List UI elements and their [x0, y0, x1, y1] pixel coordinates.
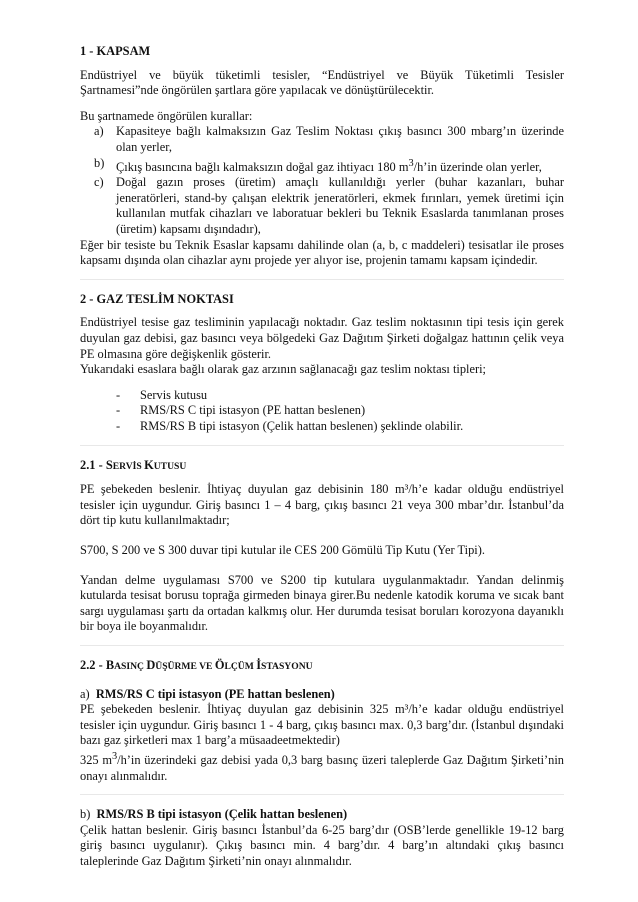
- heading-part: ASINÇ: [114, 660, 147, 672]
- section-1-intro: Endüstriyel ve büyük tüketimli tesisler, “Endüstriyel ve Büyük Tüketimli Tesisler Şartnamesi”nde öngörülen şartlara göre yapılacak ve dönüştürülecektir.: [80, 67, 564, 98]
- list-item-text: RMS/RS B tipi istasyon (Çelik hattan beslenen) şeklinde olabilir.: [140, 419, 464, 433]
- list-item-text: Servis kutusu: [140, 387, 208, 402]
- section-1-heading: 1 - KAPSAM: [80, 44, 151, 58]
- heading-part: ÜŞÜRME VE: [155, 660, 215, 672]
- heading-part: LÇÜM: [224, 660, 257, 672]
- rule-item-c: [80, 175, 564, 237]
- heading-number: 2.2 -: [80, 657, 106, 672]
- section-divider: [80, 794, 564, 795]
- section-2-heading: 2 - GAZ TESLİM NOKTASI: [80, 291, 234, 306]
- dash-marker: -: [116, 419, 121, 433]
- section-2-1-heading: [80, 458, 564, 475]
- rule-text: Doğal gazın proses (üretim) amaçlı kullanıldığı yerler (buhar kazanları, buhar jeneratörleri, stand-by çalışan elektrik jeneratörleri, ekmek fırınları, yemek üretimi için kullanılan mutfak cihazları ve laboratuar bekleri bu Teknik Esaslarda tanımlanan proses (üretim) kapsamı dışındadır),: [116, 175, 564, 237]
- heading-part: İ: [256, 657, 262, 672]
- section-2-para-2: Yukarıdaki esaslara bağlı olarak gaz arzının sağlanacağı gaz teslim noktası tipleri;: [80, 362, 486, 377]
- station-c-title-text: RMS/RS C tipi istasyon (PE hattan beslenen): [95, 686, 335, 701]
- heading-number: 2.1 -: [80, 457, 106, 472]
- heading-part: UTUSU: [153, 460, 187, 472]
- section-2-para-1: Endüstriyel tesise gaz tesliminin yapılacağı noktadır. Gaz teslim noktasının tipi tesis için gerek duyulan gaz debisi, gaz basıncı veya bölgedeki Gaz Dağıtım Şirketi doğalgaz hattının çelik veya PE olmasına göre değişkenlik gösterir.: [80, 315, 564, 361]
- station-c-para-2-before: 325 m: [80, 753, 112, 768]
- heading-part: B: [105, 657, 115, 672]
- heading-part: Ö: [214, 657, 225, 672]
- heading-part: STASYONU: [261, 660, 313, 672]
- station-c-title: [80, 687, 564, 703]
- dash-marker: -: [116, 403, 121, 418]
- rule-marker: b): [94, 155, 105, 170]
- rule-item-a: [80, 124, 564, 155]
- station-c-para-2-after: /h’in üzerindeki gaz debisi yada 0,3 barg basınç üzeri taleplerde Gaz Dağıtım Şirketi’nin onayı alınmalıdır.: [80, 753, 564, 783]
- section-2-1-para-3: Yandan delme uygulaması S700 ve S200 tip kutulara uygulanmaktadır. Yandan delinmiş kutularda tesisat borusu toprağa girmeden binaya girer.Bu nedenle katodik koruma ve sıcak bant sargı uygulaması şartı da ortadan kalkmış olur. Her durumda tesisat boruları korozyona dayanıklı bir boya ile boyanmalıdır.: [80, 572, 564, 634]
- station-c-para-1: PE şebekeden beslenir. İhtiyaç duyulan gaz debisinin 325 m³/h’e kadar olduğu endüstriyel tesisler için uygundur. Giriş basıncı 1 - 4 barg, çıkış basıncı max. 0,3 barg’dır. (İstanbul dışındaki bazı gaz şirketleri max 1 barg’a müsaadeetmektedir): [80, 702, 564, 748]
- station-b-title: [80, 807, 564, 823]
- list-item: [80, 403, 564, 419]
- station-c-para-2: [80, 749, 564, 784]
- list-item-text: RMS/RS C tipi istasyon (PE hattan beslenen): [140, 403, 366, 418]
- section-divider: [80, 645, 564, 646]
- rule-marker: a): [94, 124, 104, 139]
- dash-marker: -: [116, 387, 121, 402]
- rule-text: Kapasiteye bağlı kalmaksızın Gaz Teslim Noktası çıkış basıncı 300 mbarg’ın üzerinde olan yerler,: [116, 124, 564, 154]
- rule-text-after: /h’in üzerinde olan yerler,: [413, 159, 542, 174]
- rule-marker: c): [94, 175, 104, 190]
- document-page: [80, 44, 564, 870]
- delivery-point-types: [80, 388, 564, 435]
- rules-intro: Bu şartnamede öngörülen kurallar:: [80, 108, 253, 123]
- heading-part: K: [144, 457, 154, 472]
- heading-part: ERVİS: [112, 460, 145, 472]
- section-2-1-para-2: S700, S 200 ve S 300 duvar tipi kutular ile CES 200 Gömülü Tip Kutu (Yer Tipi).: [80, 542, 485, 557]
- station-c-superscript: 3: [111, 750, 118, 762]
- list-item: [80, 388, 564, 404]
- heading-part: D: [146, 657, 156, 672]
- rules-list: [80, 124, 564, 237]
- list-item: [80, 419, 564, 435]
- rule-item-b: [80, 156, 564, 176]
- section-divider: [80, 445, 564, 446]
- section-1-closing: Eğer bir tesiste bu Teknik Esaslar kapsamı dahilinde olan (a, b, c maddeleri) tesisatlar ile proses kapsamı dışında olan cihazlar aynı projede yer alıyor ise, projenin tamamı kapsam içindedir.: [80, 237, 564, 268]
- station-b-marker: b): [80, 807, 91, 822]
- heading-part: S: [105, 457, 113, 472]
- station-c-marker: a): [80, 686, 90, 701]
- rule-text: Çıkış basıncına bağlı kalmaksızın doğal gaz ihtiyacı 180 m: [116, 159, 409, 174]
- station-b-title-text: RMS/RS B tipi istasyon (Çelik hattan beslenen): [96, 807, 348, 822]
- section-divider: [80, 279, 564, 280]
- section-2-1-para-1: PE şebekeden beslenir. İhtiyaç duyulan gaz debisinin 180 m³/h’e kadar olduğu endüstriyel tesisler için uygundur. Giriş basıncı 1 – 4 barg, çıkış basıncı 21 veya 300 mbar’dır. İstanbul’da dört tip kutu kullanılmaktadır;: [80, 482, 564, 528]
- station-b-para-1: Çelik hattan beslenir. Giriş basıncı İstanbul’da 6-25 barg’dır (OSB’lerde genellikle 19-12 barg giriş basıncı uygulanır). Çıkış basıncı min. 4 barg’dır. 4 barg’ın altındaki çıkış basıncı taleplerinde Gaz Dağıtım Şirketi’nin onayı alınmalıdır.: [80, 822, 564, 868]
- rule-superscript: 3: [408, 157, 414, 169]
- section-2-2-heading: [80, 658, 564, 675]
